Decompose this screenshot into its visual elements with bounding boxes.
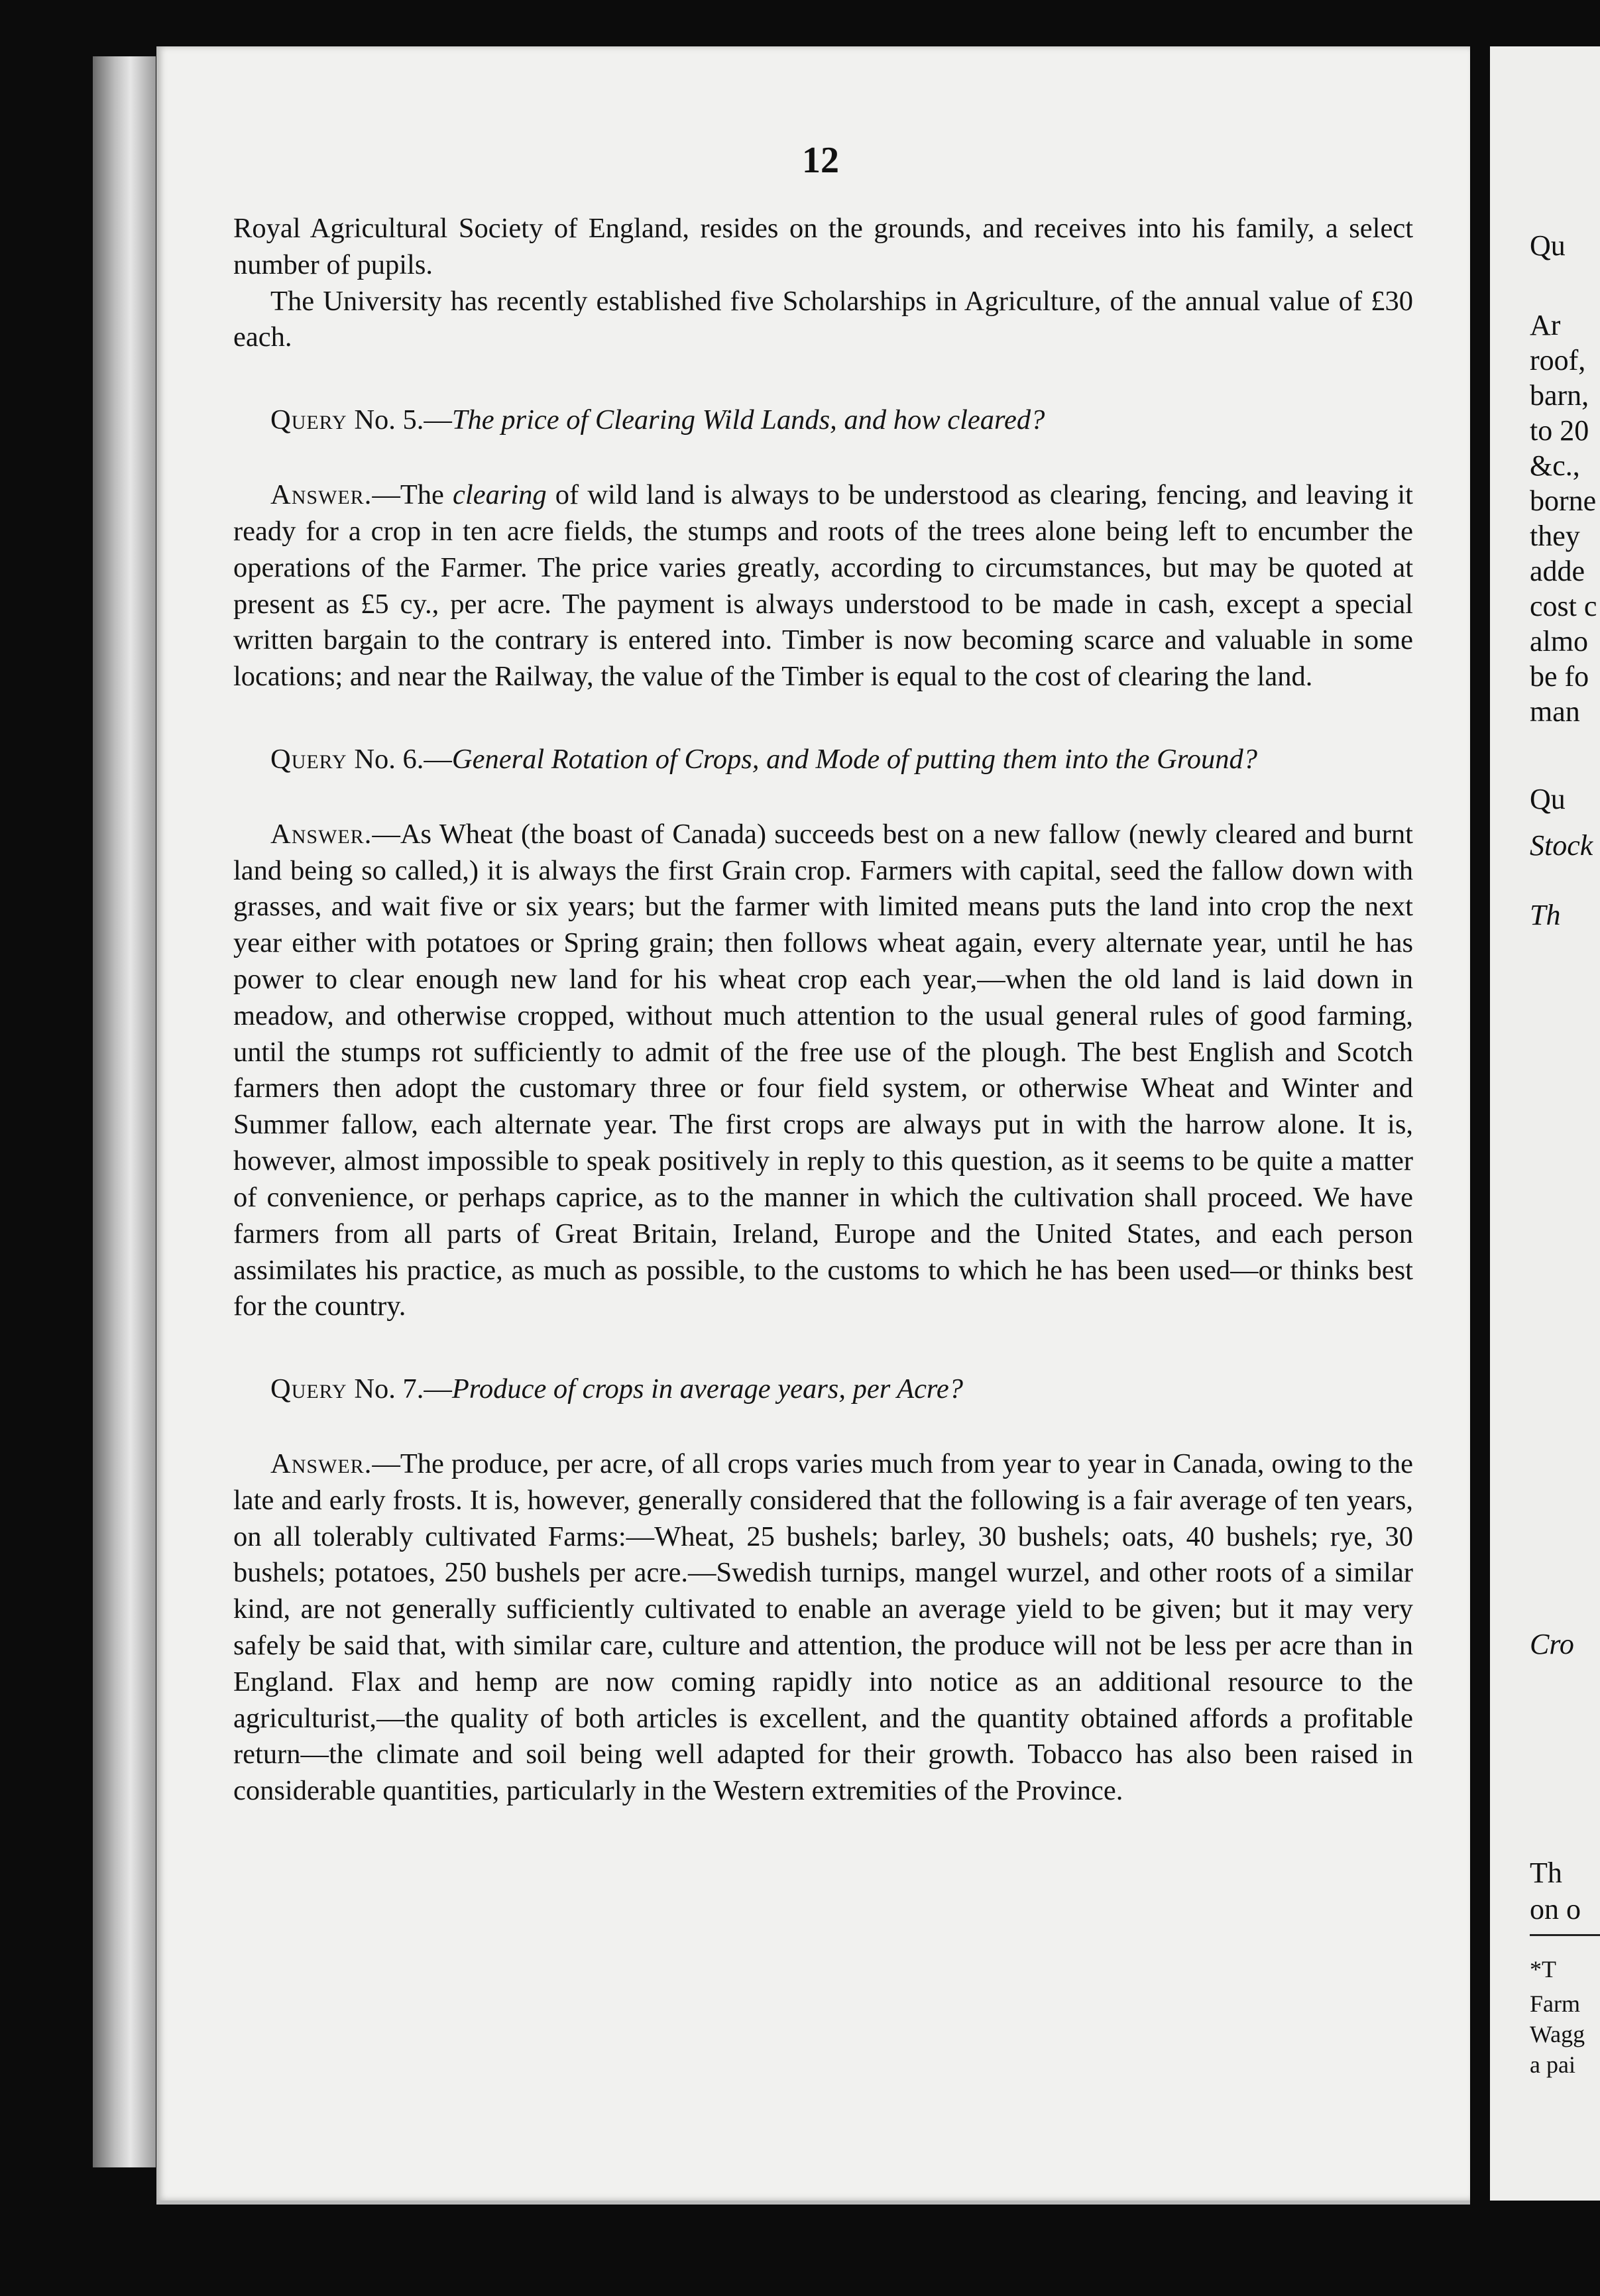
answer-6 (233, 817, 1413, 1325)
adjacent-fragment: a pai (1530, 2051, 1575, 2078)
adjacent-fragment: Stock (1530, 829, 1593, 862)
footnote-rule (1530, 1934, 1600, 1936)
page-content (233, 211, 1413, 1809)
query-7-number: No. 7.— (354, 1373, 452, 1405)
query-7-title: Produce of crops in average years, per Acre? (451, 1373, 964, 1405)
adjacent-fragment: Qu (1530, 783, 1566, 815)
adjacent-fragment: Wagg (1530, 2021, 1585, 2047)
adjacent-fragment: cost c (1530, 590, 1597, 622)
answer-6-text: —As Wheat (the boast of Canada) succeeds best on a new fallow (newly cleared and burnt land being so called,) it is always the first Grain crop. Farmers with capital, seed the fallow down with grasses, and wait five or six years; but the farmer with limited means puts the land into crop the next year either with potatoes or Spring grain; then follows wheat again, every alternate year, until he has power to clear enough new land for his wheat crop each year,—when the old land is laid down in meadow, and otherwise cropped, without much attention to the usual general rules of good farming, until the stumps rot sufficiently to admit of the free use of the plough. The best English and Scotch farmers then adopt the customary three or four field system, or otherwise Wheat and Winter and Summer fallow, each alternate year. The first crops are always put in with the harrow alone. It is, however, almost impossible to speak positively in reply to this question, as it seems to be quite a matter of convenience, or perhaps caprice, as to the manner in which the cultivation shall proceed. We have farmers from all parts of Great Britain, Ireland, Europe and the United States, and each person assimilates his practice, as much as possible, to the customs to which he has been used—or thinks best for the country. (233, 818, 1413, 1322)
query-5-title: The price of Clearing Wild Lands, and how cleared? (451, 404, 1045, 436)
adjacent-fragment: &c., (1530, 449, 1580, 482)
query-6-number: No. 6.— (354, 743, 452, 775)
query-7-label: Query (270, 1373, 347, 1405)
query-5-number: No. 5.— (354, 404, 452, 436)
query-5-heading (233, 402, 1413, 439)
answer-6-label: Answer. (270, 818, 372, 850)
adjacent-fragment: roof, (1530, 344, 1586, 376)
query-6-heading (233, 742, 1413, 778)
query-5-label: Query (270, 404, 347, 436)
adjacent-fragment: man (1530, 695, 1580, 728)
query-6-label: Query (270, 743, 347, 775)
adjacent-fragment: on o (1530, 1893, 1581, 1925)
answer-5 (233, 477, 1413, 695)
adjacent-fragment: barn, (1530, 379, 1589, 412)
query-7-heading (233, 1371, 1413, 1408)
paragraph-society: Royal Agricultural Society of England, resides on the grounds, and receives into his family, a select number of pupils. (233, 213, 1413, 280)
adjacent-fragment: borne (1530, 485, 1597, 517)
answer-5-label: Answer. (270, 479, 372, 511)
answer-7-text: —The produce, per acre, of all crops varies much from year to year in Canada, owing to the late and early frosts. It is, however, generally considered that the following is a fair average of ten years, on all tolerably cultivated Farms:—Wheat, 25 bushels; barley, 30 bushels; oats, 40 bushels; rye, 30 bushels; potatoes, 250 bushels per acre.—Swedish turnips, mangel wurzel, and other roots of a similar kind, are not generally sufficiently cultivated to enable an average yield to be given; but it may very safely be said that, with similar care, culture and attention, the produce will not be less per acre than in England. Flax and hemp are now coming rapidly into notice as an additional resource to the agriculturist,—the quality of both articles is excellent, and the quantity obtained affords a profitable return—the climate and soil being well adapted for their growth. Tobacco has also been raised in considerable quantities, particularly in the Western extremities of the Province. (233, 1448, 1413, 1807)
adjacent-fragment: *T (1530, 1956, 1556, 1982)
adjacent-fragment: Ar (1530, 309, 1561, 341)
page-number: 12 (802, 140, 839, 181)
adjacent-fragment: almo (1530, 625, 1588, 658)
adjacent-page (1490, 46, 1600, 2201)
adjacent-fragment: to 20 (1530, 414, 1589, 447)
paragraph-scholarships: The University has recently established five Scholarships in Agriculture, of the annual value of £30 each. (233, 285, 1413, 353)
adjacent-fragment: Farm (1530, 1990, 1580, 2017)
answer-5-text: of wild land is always to be understood as clearing, fencing, and leaving it ready for a crop in ten acre fields, the stumps and roots of the trees alone being left to encumber the operations of the Farmer. The price varies greatly, according to circumstances, but may be quoted at present as £5 cy., per acre. The payment is always understood to be made in cash, except a special written bargain to the contrary is entered into. Timber is now becoming scarce and valuable in some locations; and near the Railway, the value of the Timber is equal to the cost of clearing the land. (233, 479, 1413, 693)
binding-strip (93, 56, 156, 2167)
adjacent-fragment: they (1530, 520, 1580, 552)
adjacent-fragment: be fo (1530, 660, 1589, 693)
adjacent-fragment: Th (1530, 1857, 1562, 1889)
page-edge (156, 2201, 1470, 2205)
answer-5-italic-word: clearing (453, 479, 547, 511)
adjacent-fragment: adde (1530, 555, 1585, 587)
adjacent-fragment: Cro (1530, 1628, 1574, 1660)
adjacent-fragment: Th (1530, 899, 1561, 931)
answer-7-label: Answer. (270, 1448, 372, 1479)
adjacent-fragment: Qu (1530, 229, 1566, 262)
query-6-title: General Rotation of Crops, and Mode of putting them into the Ground? (451, 743, 1258, 775)
answer-7 (233, 1446, 1413, 1809)
answer-5-text-start: —The (372, 479, 453, 511)
